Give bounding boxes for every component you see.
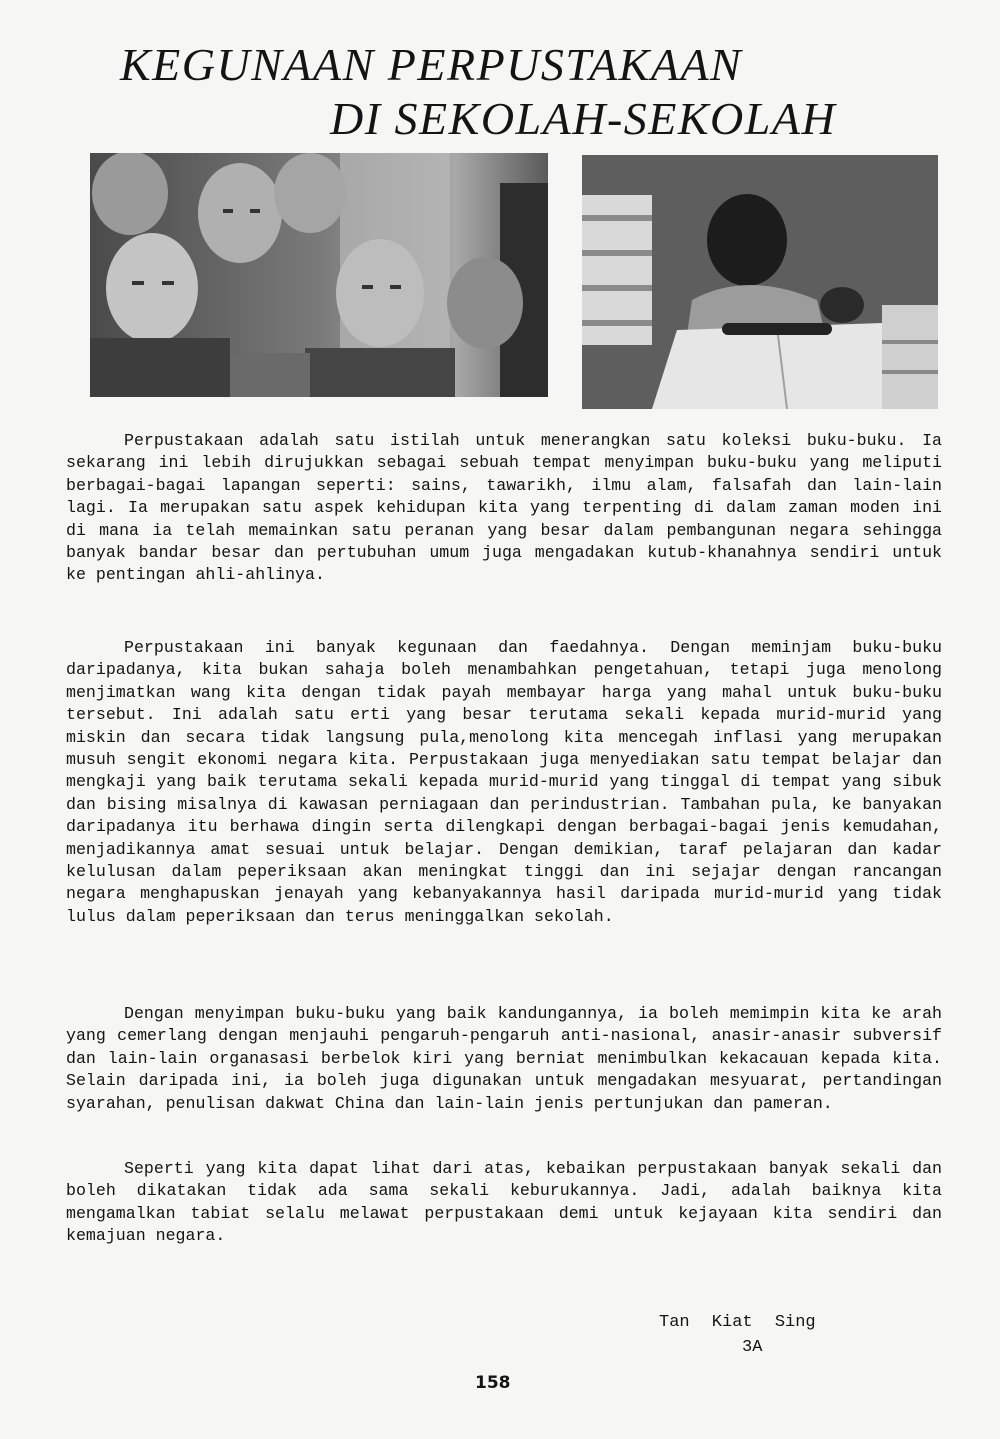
paragraph-3 bbox=[66, 1003, 942, 1115]
paragraph-1 bbox=[66, 430, 942, 587]
paragraph-4 bbox=[66, 1158, 942, 1248]
author-class: 3A bbox=[742, 1338, 763, 1357]
paragraph-3-text: Dengan menyimpan buku-buku yang baik kandungannya, ia boleh memimpin kita ke arah yang cemerlang dengan menjauhi pengaruh-pengaruh anti-nasional, anasir-anasir subversif dan lain-lain organasasi berbelok kiri yang berniat menimbulkan kekacauan kepada kita. Selain daripada ini, ia boleh juga digunakan untuk mengadakan mesyuarat, pertandingan syarahan, penulisan dakwat China dan lain-lain jenis pertunjukan dan pameran. bbox=[66, 1004, 942, 1113]
page-number: 158 bbox=[475, 1373, 511, 1393]
paragraph-4-text: Seperti yang kita dapat lihat dari atas, kebaikan perpustakaan banyak sekali dan boleh dikatakan tidak ada sama sekali keburukannya. Jadi, adalah baiknya kita mengamalkan tabiat selalu melawat perpustakaan demi untuk kejayaan kita sendiri dan kemajuan negara. bbox=[66, 1159, 942, 1246]
paragraph-2-text: Perpustakaan ini banyak kegunaan dan faedahnya. Dengan meminjam buku-buku daripadanya, kita bukan sahaja boleh menambahkan pengetahuan, tetapi juga menolong menjimatkan wang kita dengan tidak payah membayar harga yang mahal untuk buku-buku tersebut. Ini adalah satu erti yang besar terutama sekali kepada murid-murid yang miskin dan secara tidak langsung pula,menolong kita mencegah inflasi yang merupakan musuh sengit ekonomi negara kita. Perpustakaan juga menyediakan satu tempat belajar dan mengkaji yang baik terutama sekali kepada murid-murid yang tinggal di tempat yang sibuk dan bising misalnya di kawasan perniagaan dan perindustrian. Tambahan pula, ke banyakan daripadanya itu berhawa dingin serta dilengkapi dengan berbagai-bagai jenis kemudahan, menjadikannya amat sesuai untuk belajar. Dengan demikian, taraf pelajaran dan kadar kelulusan dalam peperiksaan akan meningkat tinggi dan ini sejajar dengan rancangan negara menghapuskan jenayah yang kebanyakannya hasil daripada murid-murid yang tidak lulus dalam peperiksaan dan terus meninggalkan sekolah. bbox=[66, 638, 942, 926]
paragraph-2 bbox=[66, 637, 942, 928]
title-line-1: KEGUNAAN PERPUSTAKAAN bbox=[120, 39, 743, 90]
photo-children-group bbox=[90, 153, 548, 397]
title-line-2: DI SEKOLAH-SEKOLAH bbox=[330, 93, 837, 144]
author-name: Tan Kiat Sing bbox=[659, 1313, 816, 1332]
photo-boy-reading bbox=[582, 155, 938, 409]
paragraph-1-text: Perpustakaan adalah satu istilah untuk menerangkan satu koleksi buku-buku. Ia sekarang ini lebih dirujukkan sebagai sebuah tempat menyimpan buku-buku yang meliputi berbagai-bagai lapangan seperti: sains, tawarikh, ilmu alam, falsafah dan lain-lain lagi. Ia merupakan satu aspek kehidupan kita yang terpenting di dalam zaman moden ini di mana ia telah memainkan satu peranan yang besar dalam pembangunan negara sehingga banyak bandar besar dan pertubuhan umum juga mengadakan kutub-khanahnya sendiri untuk ke pentingan ahli-ahlinya. bbox=[66, 431, 942, 585]
